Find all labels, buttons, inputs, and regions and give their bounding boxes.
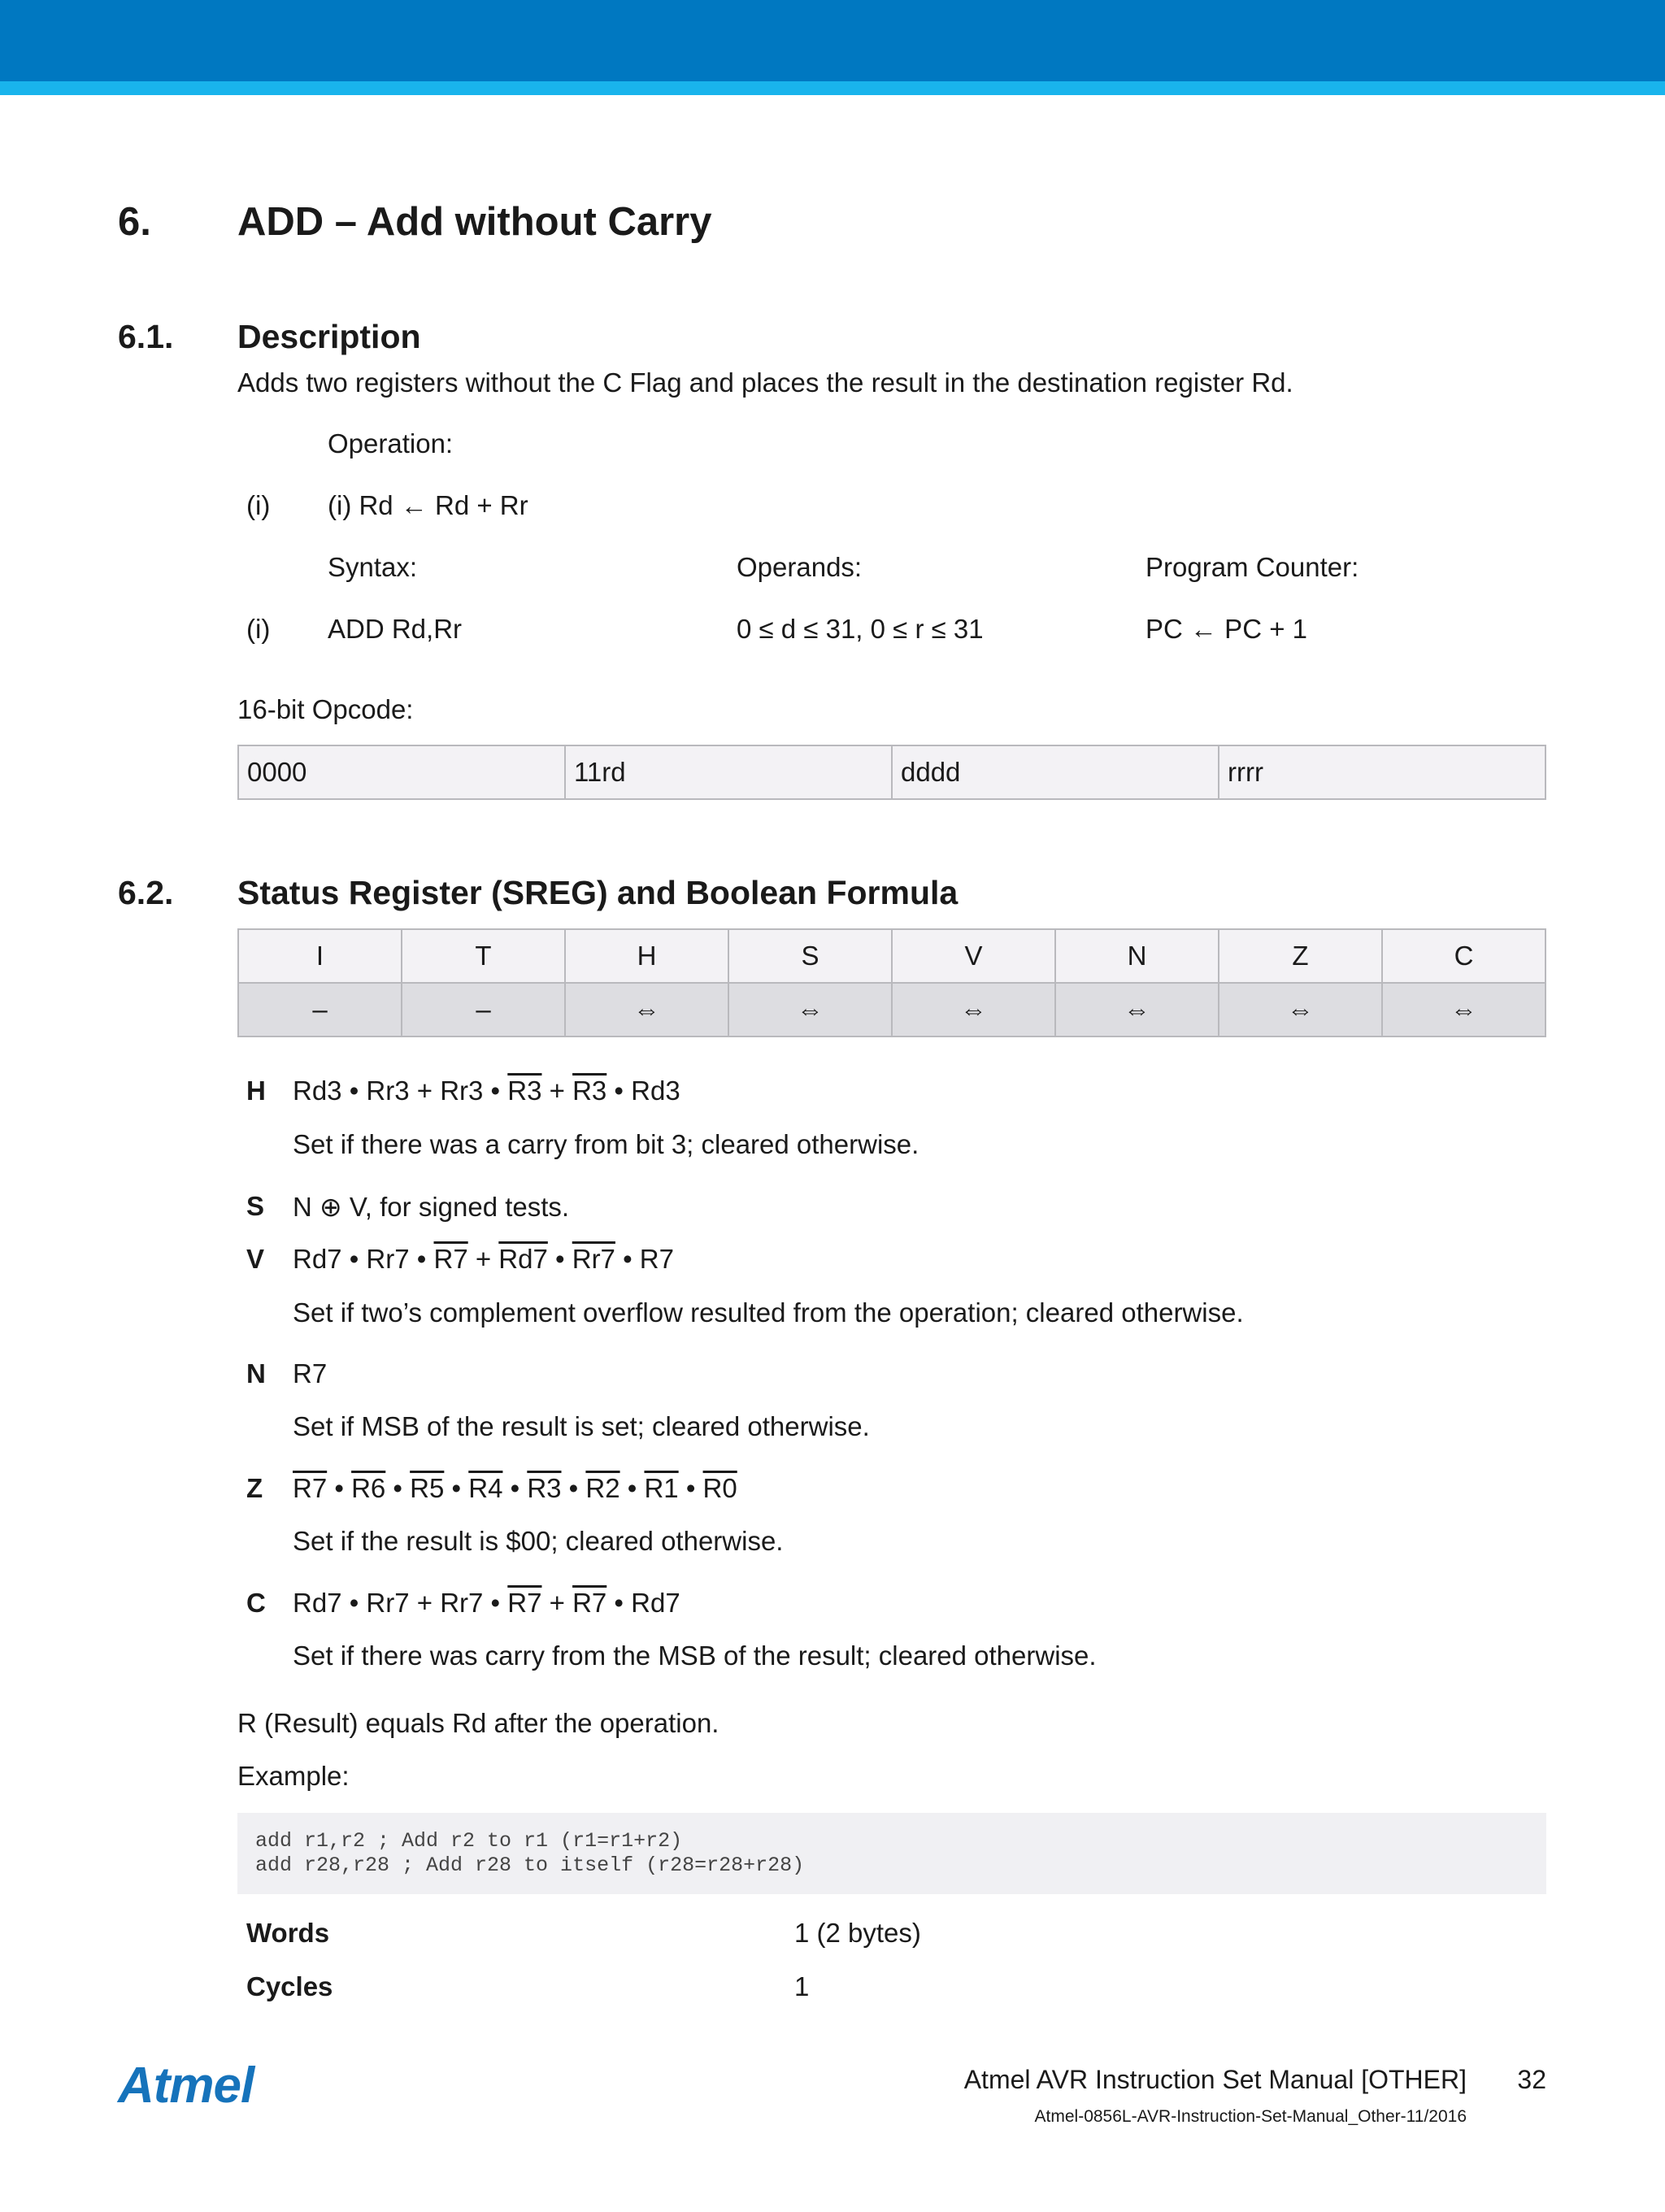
code-line: add r28,r28 ; Add r28 to itself (r28=r28+r28) (255, 1853, 805, 1877)
formula-h: Rd3 • Rr3 + Rr3 • R3 + R3 • Rd3 (293, 1076, 680, 1106)
formula-s: N ⊕ V, for signed tests. (293, 1192, 570, 1222)
code-line: add r1,r2 ; Add r2 to r1 (r1=r1+r2) (255, 1829, 683, 1853)
note-z: Set if the result is $00; cleared otherwise. (293, 1526, 784, 1556)
note-v: Set if two’s complement overflow resulted from the operation; cleared otherwise. (293, 1297, 1244, 1328)
opcode-table (237, 745, 1546, 800)
sreg-flag: S (728, 929, 892, 983)
footer-title: Atmel AVR Instruction Set Manual [OTHER] (963, 2065, 1467, 2094)
operation-formula: (i) Rd ← Rd + Rr (328, 490, 528, 520)
header-bar (0, 0, 1665, 81)
syntax-value: ADD Rd,Rr (328, 614, 463, 644)
flag-letter-c: C (246, 1588, 266, 1618)
example-label: Example: (237, 1761, 350, 1791)
words-value: 1 (2 bytes) (794, 1918, 921, 1948)
sreg-value: ⇔ (1382, 983, 1545, 1036)
sreg-value: ⇔ (565, 983, 728, 1036)
operands-value: 0 ≤ d ≤ 31, 0 ≤ r ≤ 31 (737, 614, 984, 644)
opcode-label: 16-bit Opcode: (237, 694, 414, 724)
sreg-flag: I (238, 929, 402, 983)
sreg-value: ⇔ (1055, 983, 1219, 1036)
section-number: 6. (118, 200, 151, 244)
syntax-label: Syntax: (328, 552, 418, 582)
note-n: Set if MSB of the result is set; cleared otherwise. (293, 1411, 870, 1441)
opcode-cell: 11rd (565, 745, 892, 799)
sreg-value: ⇔ (892, 983, 1055, 1036)
operation-index: (i) (246, 490, 271, 520)
subsection-number-sreg: 6.2. (118, 874, 174, 911)
formula-v: Rd7 • Rr7 • R7 + Rd7 • Rr7 • R7 (293, 1244, 674, 1274)
sreg-value: ⇔ (728, 983, 892, 1036)
flag-letter-s: S (246, 1191, 265, 1221)
flag-letter-h: H (246, 1076, 266, 1106)
note-h: Set if there was a carry from bit 3; cleared otherwise. (293, 1129, 919, 1159)
sreg-value: – (238, 983, 402, 1036)
header-stripe (0, 81, 1665, 95)
flag-letter-v: V (246, 1244, 265, 1274)
flag-letter-n: N (246, 1358, 266, 1388)
sreg-flag: T (402, 929, 565, 983)
section-title: ADD – Add without Carry (237, 200, 712, 244)
atmel-logo: Atmel (118, 2058, 254, 2114)
formula-n: R7 (293, 1358, 328, 1388)
sreg-flag: C (1382, 929, 1545, 983)
cycles-value: 1 (794, 1971, 810, 2001)
syntax-index: (i) (246, 614, 271, 644)
sreg-value: – (402, 983, 565, 1036)
opcode-cell: rrrr (1219, 745, 1545, 799)
subsection-heading-sreg: Status Register (SREG) and Boolean Formula (237, 874, 959, 911)
subsection-heading-description: Description (237, 318, 421, 355)
footer-doc-id: Atmel-0856L-AVR-Instruction-Set-Manual_Other-11/2016 (1034, 2107, 1467, 2126)
words-label: Words (246, 1918, 330, 1948)
opcode-row (238, 745, 1545, 799)
operation-label: Operation: (328, 428, 454, 458)
sreg-flag: H (565, 929, 728, 983)
result-note: R (Result) equals Rd after the operation. (237, 1708, 719, 1738)
note-c: Set if there was carry from the MSB of the result; cleared otherwise. (293, 1641, 1097, 1671)
cycles-label: Cycles (246, 1971, 333, 2001)
code-example (237, 1813, 1546, 1894)
sreg-table (237, 928, 1546, 1037)
sreg-flag: Z (1219, 929, 1382, 983)
subsection-number-description: 6.1. (118, 318, 174, 355)
sreg-flag: V (892, 929, 1055, 983)
flag-letter-z: Z (246, 1473, 263, 1503)
sreg-flag-row (238, 929, 1545, 983)
program-counter-value: PC ← PC + 1 (1146, 614, 1307, 644)
formula-c: Rd7 • Rr7 + Rr7 • R7 + R7 • Rd7 (293, 1588, 680, 1618)
opcode-cell: dddd (892, 745, 1219, 799)
page-number: 32 (1517, 2065, 1546, 2094)
program-counter-label: Program Counter: (1146, 552, 1359, 582)
sreg-value: ⇔ (1219, 983, 1382, 1036)
opcode-cell: 0000 (238, 745, 565, 799)
operands-label: Operands: (737, 552, 863, 582)
sreg-flag: N (1055, 929, 1219, 983)
formula-z: R7 • R6 • R5 • R4 • R3 • R2 • R1 • R0 (293, 1473, 737, 1503)
description-text: Adds two registers without the C Flag and places the result in the destination register Rd. (237, 367, 1293, 398)
sreg-value-row (238, 983, 1545, 1036)
